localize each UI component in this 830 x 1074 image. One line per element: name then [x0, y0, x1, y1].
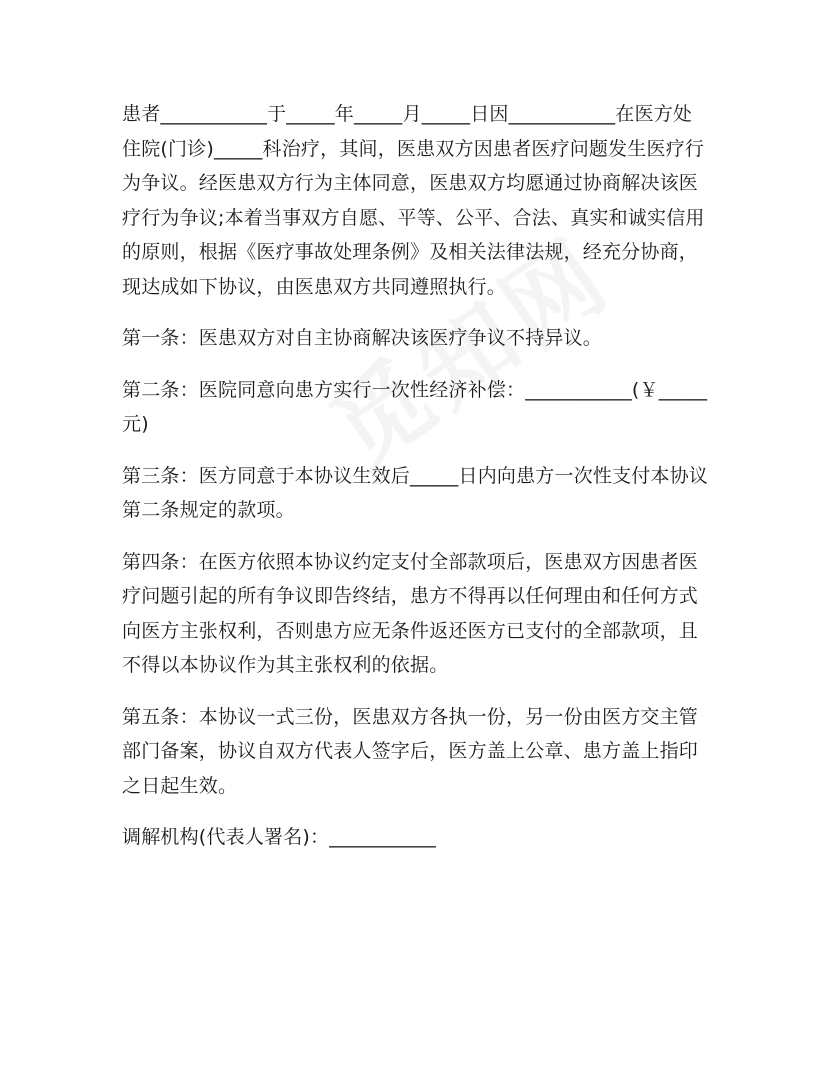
text-line: 为争议。经医患双方行为主体同意，医患双方均愿通过协商解决该医 [122, 172, 699, 194]
article-3 [122, 459, 712, 528]
text-line: 不得以本协议作为其主张权利的依据。 [122, 654, 449, 676]
intro-paragraph [122, 97, 712, 304]
text-line: 第三条：医方同意于本协议生效后_____日内向患方一次性支付本协议 [122, 464, 709, 487]
agreement-body [122, 97, 712, 855]
text-line: 元) [122, 413, 149, 435]
text-line: 的原则，根据《医疗事故处理条例》及相关法律法规，经充分协商， [122, 241, 699, 263]
text-line: 之日起生效。 [122, 774, 238, 797]
article-1 [122, 321, 712, 356]
text-line: 第二条：医院同意向患方实行一次性经济补偿：___________(￥_____ [122, 378, 708, 401]
text-line: 患者___________于_____年_____月_____日因___________在医方处 [122, 103, 693, 125]
text-line: 第一条：医患双方对自主协商解决该医疗争议不持异议。 [122, 327, 603, 349]
signature-line [122, 820, 712, 855]
text-line: 第五条：本协议一式三份，医患双方各执一份，另一份由医方交主管 [122, 705, 699, 728]
text-line: 向医方主张权利，否则患方应无条件返还医方已支付的全部款项，且 [122, 619, 699, 642]
text-line: 住院(门诊)_____科治疗，其间，医患双方因患者医疗问题发生医疗行 [122, 137, 705, 160]
text-line: 现达成如下协议，由医患双方共同遵照执行。 [122, 275, 507, 298]
text-line: 部门备案，协议自双方代表人签字后，医方盖上公章、患方盖上指印 [122, 740, 699, 762]
article-2 [122, 373, 712, 442]
text-line: 第二条规定的款项。 [122, 499, 295, 521]
signature-label: 调解机构(代表人署名)：___________ [122, 826, 436, 848]
article-4 [122, 545, 712, 683]
text-line: 疗行为争议;本着当事双方自愿、平等、公平、合法、真实和诚实信用 [122, 206, 705, 229]
text-line: 第四条：在医方依照本协议约定支付全部款项后，医患双方因患者医 [122, 550, 699, 573]
text-line: 疗问题引起的所有争议即告终结，患方不得再以任何理由和任何方式 [122, 585, 699, 607]
article-5 [122, 700, 712, 804]
